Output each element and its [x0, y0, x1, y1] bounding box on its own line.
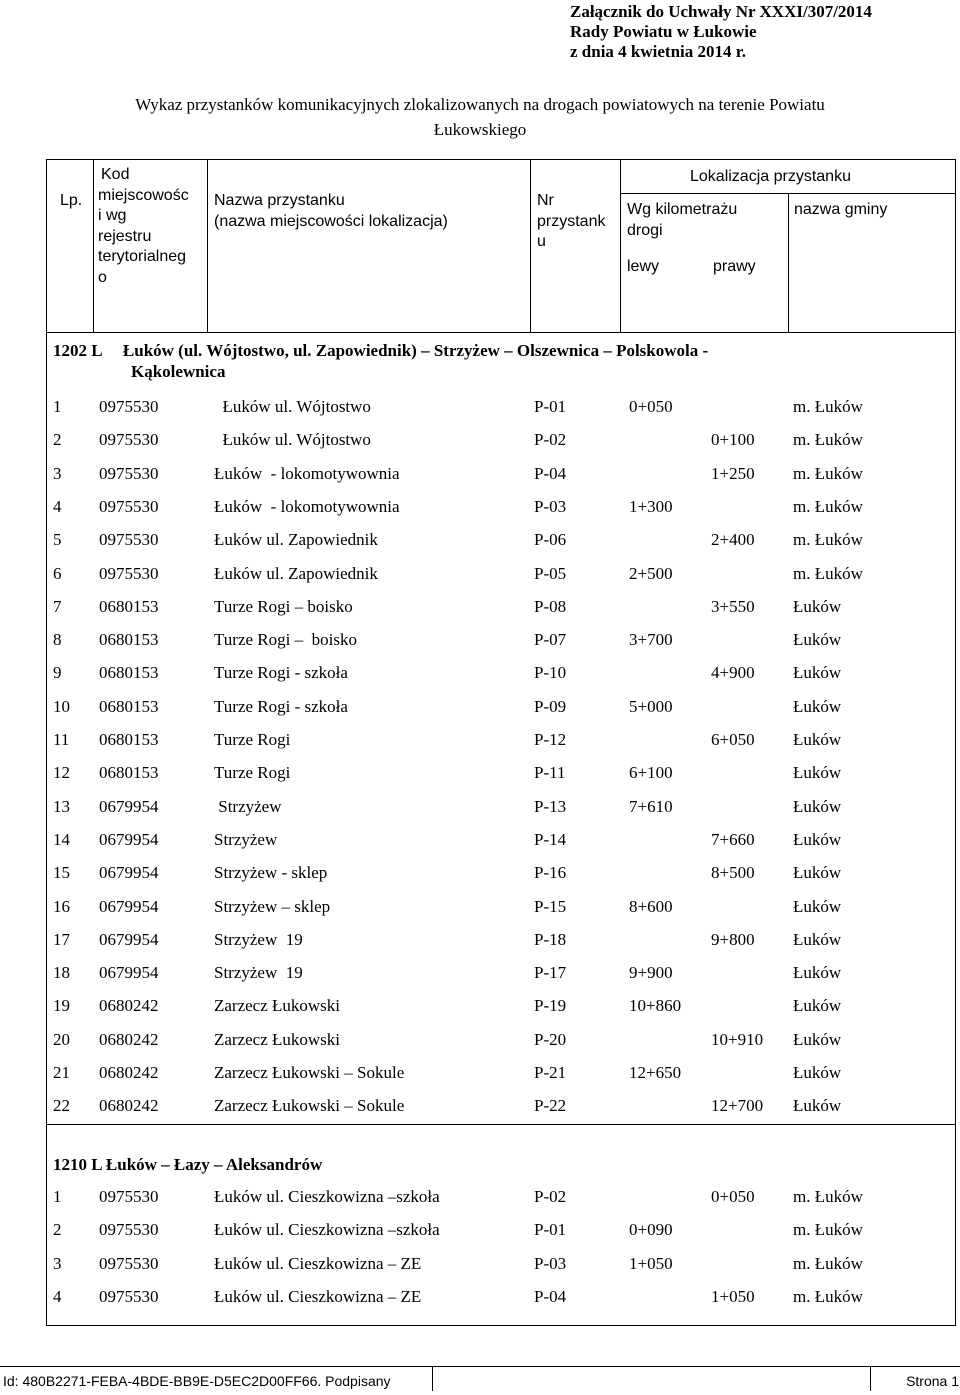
row-stop-name: Łuków ul. Cieszkowizna – ZE — [214, 1253, 422, 1273]
row-gmina: m. Łuków — [793, 463, 863, 483]
row-km-left: 2+500 — [629, 563, 673, 583]
row-stop-name: Turze Rogi - szkoła — [214, 696, 348, 716]
row-km-left: 1+300 — [629, 496, 673, 516]
row-gmina: Łuków — [793, 1063, 842, 1082]
row-kod: 0680242 — [99, 1096, 159, 1116]
row-lp: 17 — [53, 929, 70, 949]
header-wg-km: Wg kilometrażu drogi — [627, 201, 738, 239]
row-stop-number: P-05 — [534, 563, 567, 583]
row-stop-name: Strzyżew 19 — [214, 963, 303, 983]
signature-id: Id: 480B2271-FEBA-4BDE-BB9E-D5EC2D00FF66. Podpisany — [0, 1367, 433, 1391]
row-lp: 19 — [53, 996, 70, 1016]
row-kod: 0679954 — [99, 796, 159, 816]
row-kod: 0679954 — [99, 963, 159, 983]
col-divider-location — [620, 159, 621, 333]
row-gmina: m. Łuków — [793, 397, 863, 416]
document-title — [40, 92, 920, 142]
row-lp: 7 — [53, 596, 62, 616]
row-kod: 0975530 — [99, 1253, 159, 1273]
row-km-left: 10+860 — [629, 996, 682, 1016]
header-right: prawy — [713, 258, 756, 275]
header-left: lewy — [627, 258, 660, 275]
row-stop-name: Łuków ul. Cieszkowizna – ZE — [214, 1286, 422, 1306]
row-stop-number: P-12 — [534, 730, 567, 749]
row-lp: 16 — [53, 896, 70, 916]
row-kod: 0975530 — [99, 496, 159, 516]
page-number: Strona 1 — [870, 1367, 959, 1391]
row-km-left: 9+900 — [629, 963, 673, 983]
row-gmina: Łuków — [793, 896, 842, 916]
resolution-line-2: Rady Powiatu w Łukowie — [570, 22, 757, 41]
row-stop-name: Zarzecz Łukowski – Sokule — [214, 1063, 405, 1082]
row-stop-number: P-16 — [534, 863, 567, 883]
section-title: 1210 L Łuków – Łazy – Aleksandrów — [53, 1155, 323, 1174]
row-lp: 8 — [53, 630, 62, 650]
row-stop-name: Turze Rogi — [214, 763, 291, 783]
row-stop-name: Łuków ul. Wójtostwo — [214, 397, 371, 416]
row-lp: 12 — [53, 763, 70, 783]
row-kod: 0679954 — [99, 829, 159, 849]
row-stop-number: P-04 — [534, 1286, 567, 1306]
table-bottom-border — [46, 1325, 956, 1326]
row-gmina: Łuków — [793, 1029, 842, 1049]
row-km-right: 8+500 — [711, 863, 755, 883]
row-lp: 20 — [53, 1029, 70, 1049]
row-gmina: m. Łuków — [793, 496, 863, 516]
col-divider-gmina — [788, 193, 789, 333]
row-km-left: 5+000 — [629, 696, 673, 716]
row-stop-name: Zarzecz Łukowski – Sokule — [214, 1096, 405, 1116]
row-gmina: Łuków — [793, 796, 842, 816]
row-lp: 22 — [53, 1096, 70, 1116]
row-gmina: m. Łuków — [793, 430, 863, 450]
row-gmina: Łuków — [793, 829, 842, 849]
row-kod: 0680242 — [99, 996, 159, 1016]
row-stop-number: P-21 — [534, 1063, 567, 1082]
row-stop-name: Turze Rogi – boisko — [214, 630, 357, 650]
row-kod: 0975530 — [99, 1187, 159, 1206]
row-kod: 0679954 — [99, 929, 159, 949]
header-name: Nazwa przystanku (nazwa miejscowości lokalizacja) — [214, 192, 448, 230]
row-km-right: 12+700 — [711, 1096, 764, 1116]
row-gmina: Łuków — [793, 730, 842, 749]
resolution-line-1: Załącznik do Uchwały Nr XXXI/307/2014 — [570, 2, 872, 21]
row-gmina: m. Łuków — [793, 1187, 863, 1206]
row-stop-name: Strzyżew 19 — [214, 929, 303, 949]
row-stop-number: P-04 — [534, 463, 567, 483]
row-lp: 11 — [53, 730, 70, 749]
row-kod: 0679954 — [99, 896, 159, 916]
row-km-right: 4+900 — [711, 663, 755, 683]
row-stop-number: P-14 — [534, 829, 567, 849]
row-gmina: Łuków — [793, 929, 842, 949]
row-stop-name: Łuków - lokomotywownia — [214, 496, 400, 516]
resolution-line-3: z dnia 4 kwietnia 2014 r. — [570, 42, 747, 61]
row-lp: 5 — [53, 530, 62, 550]
row-kod: 0975530 — [99, 530, 159, 550]
row-stop-number: P-02 — [534, 1187, 567, 1206]
row-km-right: 7+660 — [711, 829, 755, 849]
header-kod: Kod miejscowośc i wg rejestru terytorialneg o — [98, 166, 189, 286]
row-stop-number: P-17 — [534, 963, 567, 983]
col-divider-kod — [93, 159, 94, 333]
row-stop-name: Łuków ul. Cieszkowizna –szkoła — [214, 1187, 440, 1206]
header-location: Lokalizacja przystanku — [690, 168, 851, 185]
row-lp: 2 — [53, 430, 62, 450]
row-km-left: 7+610 — [629, 796, 673, 816]
row-lp: 2 — [53, 1220, 62, 1240]
row-stop-number: P-19 — [534, 996, 567, 1016]
row-stop-name: Zarzecz Łukowski — [214, 1029, 341, 1049]
row-gmina: Łuków — [793, 596, 842, 616]
row-stop-number: P-06 — [534, 530, 567, 550]
col-divider-nr — [530, 159, 531, 333]
row-lp: 10 — [53, 696, 70, 716]
row-gmina: Łuków — [793, 696, 842, 716]
row-stop-number: P-18 — [534, 929, 567, 949]
row-kod: 0680153 — [99, 696, 159, 716]
row-gmina: Łuków — [793, 630, 842, 650]
row-stop-number: P-15 — [534, 896, 567, 916]
row-kod: 0975530 — [99, 1286, 159, 1306]
row-stop-number: P-09 — [534, 696, 567, 716]
row-stop-name: Strzyżew — [214, 829, 278, 849]
header-gmina: nazwa gminy — [794, 201, 888, 218]
row-km-left: 0+050 — [629, 397, 673, 416]
row-stop-number: P-20 — [534, 1029, 567, 1049]
table-header-bottom-border — [46, 332, 956, 333]
row-gmina: m. Łuków — [793, 530, 863, 550]
row-stop-name: Łuków ul. Cieszkowizna –szkoła — [214, 1220, 440, 1240]
resolution-header — [570, 2, 955, 62]
row-km-right: 1+050 — [711, 1286, 755, 1306]
row-gmina: m. Łuków — [793, 1253, 863, 1273]
row-lp: 1 — [53, 397, 62, 416]
row-kod: 0975530 — [99, 463, 159, 483]
section-title: 1202 L Łuków (ul. Wójtostwo, ul. Zapowiednik) – Strzyżew – Olszewnica – Polskowola - Kąkolewnica — [53, 341, 709, 381]
row-gmina: Łuków — [793, 763, 842, 783]
page-footer — [0, 1366, 960, 1391]
row-km-left: 8+600 — [629, 896, 673, 916]
row-kod: 0975530 — [99, 1220, 159, 1240]
row-lp: 9 — [53, 663, 62, 683]
row-stop-number: P-03 — [534, 1253, 567, 1273]
row-stop-number: P-02 — [534, 430, 567, 450]
row-stop-name: Łuków ul. Zapowiednik — [214, 530, 378, 550]
row-stop-name: Turze Rogi - szkoła — [214, 663, 348, 683]
row-stop-number: P-07 — [534, 630, 567, 650]
header-nr: Nr przystank u — [537, 192, 606, 250]
row-km-left: 12+650 — [629, 1063, 682, 1082]
row-lp: 1 — [53, 1187, 62, 1206]
row-stop-name: Strzyżew — [214, 796, 282, 816]
row-kod: 0975530 — [99, 430, 159, 450]
row-kod: 0680153 — [99, 763, 159, 783]
table-top-border — [46, 159, 956, 160]
document-title-line-2: Łukowskiego — [433, 120, 527, 139]
row-lp: 3 — [53, 463, 62, 483]
row-kod: 0680242 — [99, 1029, 159, 1049]
row-km-right: 9+800 — [711, 929, 755, 949]
row-kod: 0679954 — [99, 863, 159, 883]
row-gmina: Łuków — [793, 963, 842, 983]
row-stop-name: Turze Rogi – boisko — [214, 596, 353, 616]
row-lp: 15 — [53, 863, 70, 883]
row-lp: 4 — [53, 1286, 62, 1306]
document-title-line-1: Wykaz przystanków komunikacyjnych zlokalizowanych na drogach powiatowych na terenie Powiatu — [135, 95, 825, 114]
row-lp: 21 — [53, 1063, 70, 1082]
section-divider — [46, 1124, 956, 1125]
row-stop-number: P-01 — [534, 397, 567, 416]
row-gmina: Łuków — [793, 863, 842, 883]
row-gmina: m. Łuków — [793, 1286, 863, 1306]
row-stop-number: P-13 — [534, 796, 567, 816]
row-stop-name: Strzyżew - sklep — [214, 863, 328, 883]
row-lp: 18 — [53, 963, 70, 983]
row-stop-name: Łuków ul. Wójtostwo — [214, 430, 371, 450]
row-stop-name: Turze Rogi — [214, 730, 291, 749]
row-kod: 0975530 — [99, 563, 159, 583]
row-lp: 4 — [53, 496, 62, 516]
row-km-right: 1+250 — [711, 463, 755, 483]
row-km-left: 1+050 — [629, 1253, 673, 1273]
row-gmina: m. Łuków — [793, 563, 863, 583]
row-stop-number: P-22 — [534, 1096, 567, 1116]
row-km-left: 3+700 — [629, 630, 673, 650]
row-gmina: Łuków — [793, 663, 842, 683]
row-stop-name: Łuków ul. Zapowiednik — [214, 563, 378, 583]
row-gmina: m. Łuków — [793, 1220, 863, 1240]
row-kod: 0975530 — [99, 397, 159, 416]
row-km-right: 0+100 — [711, 430, 755, 450]
row-gmina: Łuków — [793, 996, 842, 1016]
row-km-left: 0+090 — [629, 1220, 673, 1240]
row-kod: 0680153 — [99, 596, 159, 616]
col-divider-name — [207, 159, 208, 333]
row-km-right: 3+550 — [711, 596, 755, 616]
row-kod: 0680153 — [99, 663, 159, 683]
row-km-right: 10+910 — [711, 1029, 764, 1049]
row-stop-number: P-08 — [534, 596, 567, 616]
row-stop-name: Strzyżew – sklep — [214, 896, 331, 916]
table-right-border — [955, 159, 956, 1326]
header-lp: Lp. — [60, 192, 83, 209]
row-lp: 13 — [53, 796, 70, 816]
row-km-right: 6+050 — [711, 730, 755, 749]
row-km-right: 0+050 — [711, 1187, 755, 1206]
row-gmina: Łuków — [793, 1096, 842, 1116]
row-stop-number: P-01 — [534, 1220, 567, 1240]
table-left-border — [46, 159, 47, 1326]
row-kod: 0680153 — [99, 730, 159, 749]
row-km-right: 2+400 — [711, 530, 755, 550]
row-kod: 0680153 — [99, 630, 159, 650]
row-lp: 6 — [53, 563, 62, 583]
row-stop-name: Łuków - lokomotywownia — [214, 463, 400, 483]
row-stop-number: P-10 — [534, 663, 567, 683]
row-stop-number: P-03 — [534, 496, 567, 516]
row-stop-name: Zarzecz Łukowski — [214, 996, 341, 1016]
row-kod: 0680242 — [99, 1063, 159, 1082]
row-stop-number: P-11 — [534, 763, 566, 783]
row-lp: 3 — [53, 1253, 62, 1273]
row-lp: 14 — [53, 829, 70, 849]
row-km-left: 6+100 — [629, 763, 673, 783]
